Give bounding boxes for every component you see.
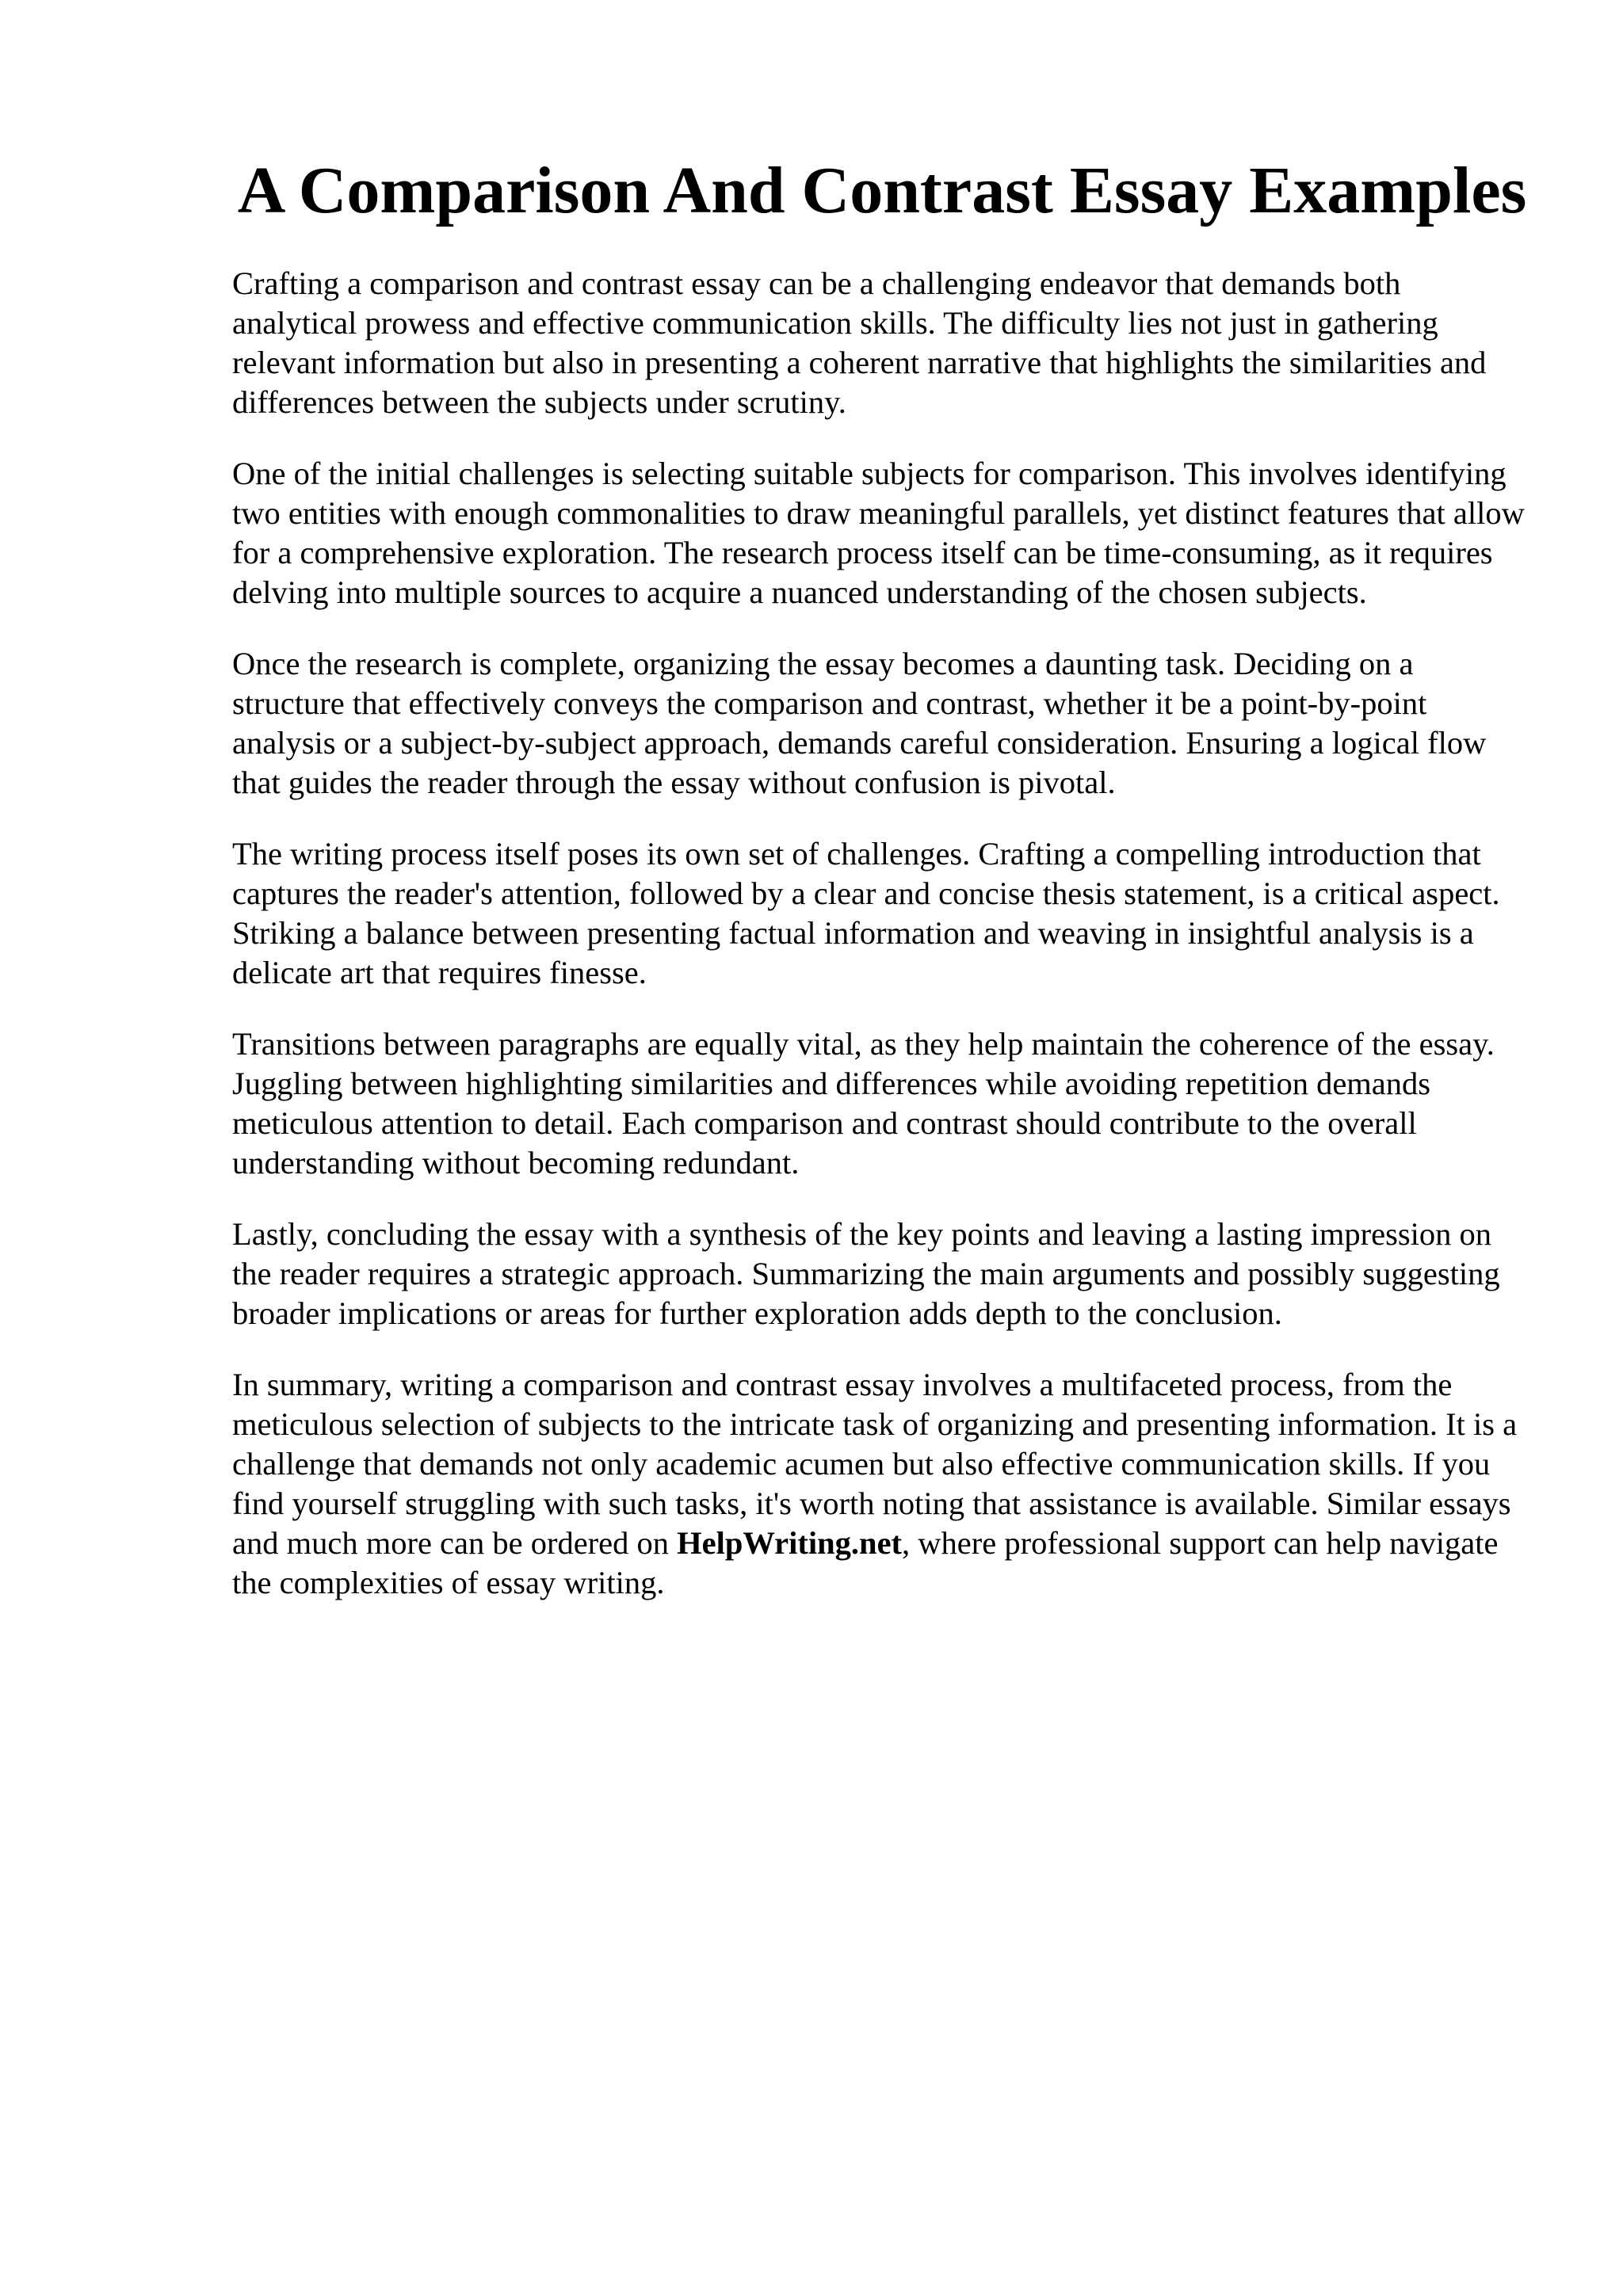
paragraph-7 (232, 1365, 1532, 1603)
paragraph-5: Transitions between paragraphs are equally vital, as they help maintain the coherence of the essay. Juggling between highlighting similarities and differences while avoiding repetition demands meticulous attention to detail. Each comparison and contrast should contribute to the overall understanding without becoming redundant. (232, 1026, 1495, 1180)
paragraph-1: Crafting a comparison and contrast essay can be a challenging endeavor that demands both analytical prowess and effective communication skills. The difficulty lies not just in gathering relevant information but also in presenting a coherent narrative that highlights the similarities and differences between the subjects under scrutiny. (232, 265, 1487, 420)
paragraph-6: Lastly, concluding the essay with a synthesis of the key points and leaving a lasting impression on the reader requires a strategic approach. Summarizing the main arguments and possibly suggesting broader implications or areas for further exploration adds depth to the conclusion. (232, 1216, 1500, 1331)
paragraph-4: The writing process itself poses its own set of challenges. Crafting a compelling introduction that captures the reader's attention, followed by a clear and concise thesis statement, is a critical aspect. Striking a balance between presenting factual information and weaving in insightful analysis is a delicate art that requires finesse. (232, 836, 1500, 990)
paragraph-7-text-start: In summary, writing a comparison and contrast essay involves a multifaceted process, from the meticulous selection of subjects to the intricate task of organizing and presenting information. It is a challenge that demands not only academic acumen but also effective communication skills. If you find yourself struggling with such tasks, it's worth noting that assistance is available. Similar essays and much more can be ordered on (232, 1367, 1518, 1561)
paragraph-3: Once the research is complete, organizing the essay becomes a daunting task. Deciding on a structure that effectively conveys the comparison and contrast, whether it be a point-by-point analysis or a subject-by-subject approach, demands careful consideration. Ensuring a logical flow that guides the reader through the essay without confusion is pivotal. (232, 646, 1487, 800)
paragraph-7-text-end: , where professional support can help navigate the complexities of essay writing. (232, 1525, 1499, 1600)
document-title: A Comparison And Contrast Essay Examples (237, 154, 1527, 227)
document-body (232, 264, 1532, 1634)
paragraph-2: One of the initial challenges is selecting suitable subjects for comparison. This involves identifying two entities with enough commonalities to draw meaningful parallels, yet distinct features that allow for a comprehensive exploration. The research process itself can be time-consuming, as it requires delving into multiple sources to acquire a nuanced understanding of the chosen subjects. (232, 456, 1525, 610)
helpwriting-link[interactable]: HelpWriting.net (677, 1525, 903, 1561)
